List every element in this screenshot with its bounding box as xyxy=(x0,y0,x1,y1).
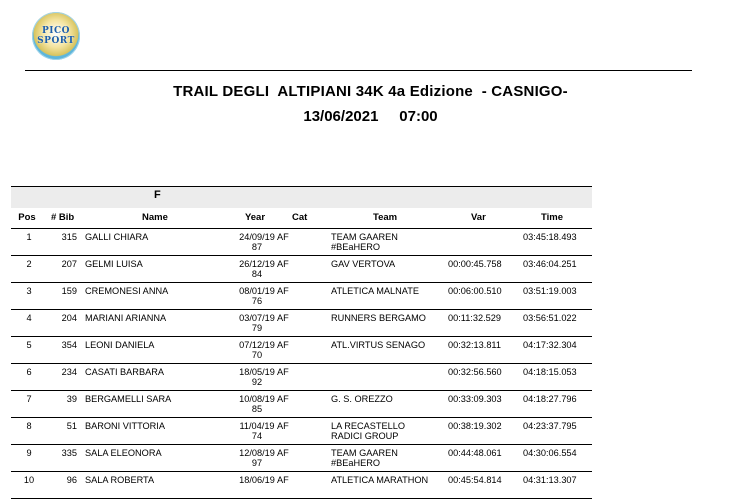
cell-name: BARONI VITTORIA xyxy=(85,421,165,431)
cell-year-line1: 12/08/19 xyxy=(239,448,275,458)
cell-var: 00:32:56.560 xyxy=(448,367,502,377)
cell-time: 04:18:27.796 xyxy=(523,394,577,404)
cell-cat: AF xyxy=(277,394,289,404)
cell-year xyxy=(233,367,281,387)
cell-pos: 6 xyxy=(26,367,32,377)
cell-team-line1: TEAM GAAREN xyxy=(331,232,398,242)
cell-year-line2: 70 xyxy=(251,350,263,360)
cell-team xyxy=(331,232,398,252)
cell-year-line1: 07/12/19 xyxy=(239,340,275,350)
cell-year-line2: 87 xyxy=(251,242,263,252)
cell-time: 03:51:19.003 xyxy=(523,286,577,296)
results-table xyxy=(11,186,592,499)
race-date-time: 13/06/2021 07:00 xyxy=(303,108,438,125)
cell-year-line1: 11/04/19 xyxy=(239,421,275,431)
cell-year-line2: 92 xyxy=(251,377,263,387)
table-row xyxy=(11,391,592,418)
cell-team xyxy=(331,421,405,441)
logo-text-line1: PICO xyxy=(42,26,70,36)
cell-pos: 3 xyxy=(26,286,32,296)
table-body xyxy=(11,229,592,499)
header-var: Var xyxy=(471,212,486,223)
category-bar xyxy=(11,186,592,208)
cell-bib: 159 xyxy=(61,286,77,296)
table-row xyxy=(11,256,592,283)
cell-name: GALLI CHIARA xyxy=(85,232,149,242)
header-team: Team xyxy=(373,212,398,223)
header-time: Time xyxy=(541,212,564,223)
cell-bib: 207 xyxy=(61,259,77,269)
table-row xyxy=(11,364,592,391)
cell-year-line1: 26/12/19 xyxy=(239,259,275,269)
cell-year xyxy=(233,421,281,441)
cell-team-line1: G. S. OREZZO xyxy=(331,394,393,404)
cell-pos: 1 xyxy=(26,232,32,242)
race-title: TRAIL DEGLI ALTIPIANI 34K 4a Edizione - CASNIGO- xyxy=(173,83,568,100)
cell-bib: 354 xyxy=(61,340,77,350)
cell-name: MARIANI ARIANNA xyxy=(85,313,167,323)
cell-cat: AF xyxy=(277,367,289,377)
cell-cat: AF xyxy=(277,313,289,323)
pico-sport-logo xyxy=(32,12,80,60)
cell-bib: 335 xyxy=(61,448,77,458)
cell-year xyxy=(233,394,281,414)
cell-team-line1: ATLETICA MALNATE xyxy=(331,286,419,296)
cell-year xyxy=(233,448,281,468)
cell-var: 00:11:32.529 xyxy=(448,313,501,323)
table-row xyxy=(11,445,592,472)
table-header xyxy=(11,208,592,229)
cell-team-line2: RADICI GROUP xyxy=(331,431,399,441)
cell-bib: 39 xyxy=(66,394,77,404)
header-pos: Pos xyxy=(18,212,36,223)
cell-year-line2: 74 xyxy=(251,431,263,441)
cell-year-line2: 84 xyxy=(251,269,263,279)
cell-pos: 10 xyxy=(23,475,35,485)
cell-year xyxy=(233,475,281,485)
cell-year-line1: 08/01/19 xyxy=(239,286,275,296)
cell-team-line2: #BEaHERO xyxy=(331,242,381,252)
cell-year-line2: 85 xyxy=(251,404,263,414)
cell-pos: 2 xyxy=(26,259,32,269)
cell-team xyxy=(331,448,398,468)
cell-time: 03:46:04.251 xyxy=(523,259,577,269)
cell-name: SALA ELEONORA xyxy=(85,448,162,458)
cell-time: 04:18:15.053 xyxy=(523,367,577,377)
cell-team xyxy=(331,286,419,296)
cell-year xyxy=(233,313,281,333)
table-row xyxy=(11,418,592,445)
header-year: Year xyxy=(244,212,266,223)
cell-team-line1: TEAM GAAREN xyxy=(331,448,398,458)
cell-cat: AF xyxy=(277,232,289,242)
cell-bib: 96 xyxy=(66,475,77,485)
cell-team-line1: ATLETICA MARATHON xyxy=(331,475,429,485)
cell-team xyxy=(331,475,428,485)
cell-bib: 234 xyxy=(61,367,77,377)
cell-year xyxy=(233,232,281,252)
cell-var: 00:33:09.303 xyxy=(448,394,502,404)
cell-var: 00:06:00.510 xyxy=(448,286,502,296)
cell-cat: AF xyxy=(277,475,289,485)
cell-var: 00:44:48.061 xyxy=(448,448,502,458)
cell-name: CASATI BARBARA xyxy=(85,367,164,377)
cell-var: 00:45:54.814 xyxy=(448,475,502,485)
cell-name: LEONI DANIELA xyxy=(85,340,155,350)
cell-team-line2: #BEaHERO xyxy=(331,458,381,468)
table-row xyxy=(11,310,592,337)
cell-year-line2: 97 xyxy=(251,458,263,468)
cell-year-line2: 79 xyxy=(251,323,263,333)
cell-team-line1: GAV VERTOVA xyxy=(331,259,396,269)
cell-pos: 8 xyxy=(26,421,32,431)
header-cat: Cat xyxy=(292,212,308,223)
cell-var: 00:00:45.758 xyxy=(448,259,502,269)
cell-cat: AF xyxy=(277,421,289,431)
table-row xyxy=(11,337,592,364)
category-label: F xyxy=(154,189,161,201)
cell-time: 04:30:06.554 xyxy=(523,448,577,458)
cell-year-line1: 03/07/19 xyxy=(239,313,275,323)
cell-pos: 7 xyxy=(26,394,32,404)
cell-time: 04:31:13.307 xyxy=(523,475,577,485)
cell-bib: 51 xyxy=(66,421,77,431)
cell-team-line1: ATL.VIRTUS SENAGO xyxy=(331,340,426,350)
cell-team xyxy=(331,340,425,350)
cell-year-line1: 10/08/19 xyxy=(239,394,275,404)
cell-time: 04:23:37.795 xyxy=(523,421,577,431)
cell-pos: 9 xyxy=(26,448,32,458)
table-row xyxy=(11,283,592,310)
cell-team-line1: LA RECASTELLO xyxy=(331,421,406,431)
cell-pos: 4 xyxy=(26,313,32,323)
cell-team xyxy=(331,313,426,323)
cell-cat: AF xyxy=(277,340,289,350)
cell-year-line1: 24/09/19 xyxy=(239,232,275,242)
cell-bib: 204 xyxy=(61,313,77,323)
cell-team xyxy=(331,259,395,269)
header-bib: # Bib xyxy=(51,212,75,223)
cell-year xyxy=(233,340,281,360)
cell-year xyxy=(233,286,281,306)
cell-pos: 5 xyxy=(26,340,32,350)
cell-cat: AF xyxy=(277,448,289,458)
cell-team-line1: RUNNERS BERGAMO xyxy=(331,313,426,323)
cell-time: 04:17:32.304 xyxy=(523,340,577,350)
cell-time: 03:56:51.022 xyxy=(523,313,577,323)
cell-time: 03:45:18.493 xyxy=(523,232,577,242)
cell-team xyxy=(331,394,393,404)
cell-year-line2: 76 xyxy=(251,296,263,306)
cell-name: SALA ROBERTA xyxy=(85,475,155,485)
cell-bib: 315 xyxy=(61,232,77,242)
cell-year-line1: 18/06/19 xyxy=(239,475,275,485)
cell-year-line1: 18/05/19 xyxy=(239,367,275,377)
cell-name: CREMONESI ANNA xyxy=(85,286,169,296)
logo-text-line2: SPORT xyxy=(37,36,75,46)
table-row xyxy=(11,229,592,256)
cell-name: BERGAMELLI SARA xyxy=(85,394,172,404)
cell-year xyxy=(233,259,281,279)
cell-cat: AF xyxy=(277,259,289,269)
header-name: Name xyxy=(142,212,168,223)
cell-name: GELMI LUISA xyxy=(85,259,143,269)
header-divider xyxy=(25,70,692,71)
cell-var: 00:38:19.302 xyxy=(448,421,502,431)
cell-cat: AF xyxy=(277,286,289,296)
cell-var: 00:32:13.811 xyxy=(448,340,501,350)
